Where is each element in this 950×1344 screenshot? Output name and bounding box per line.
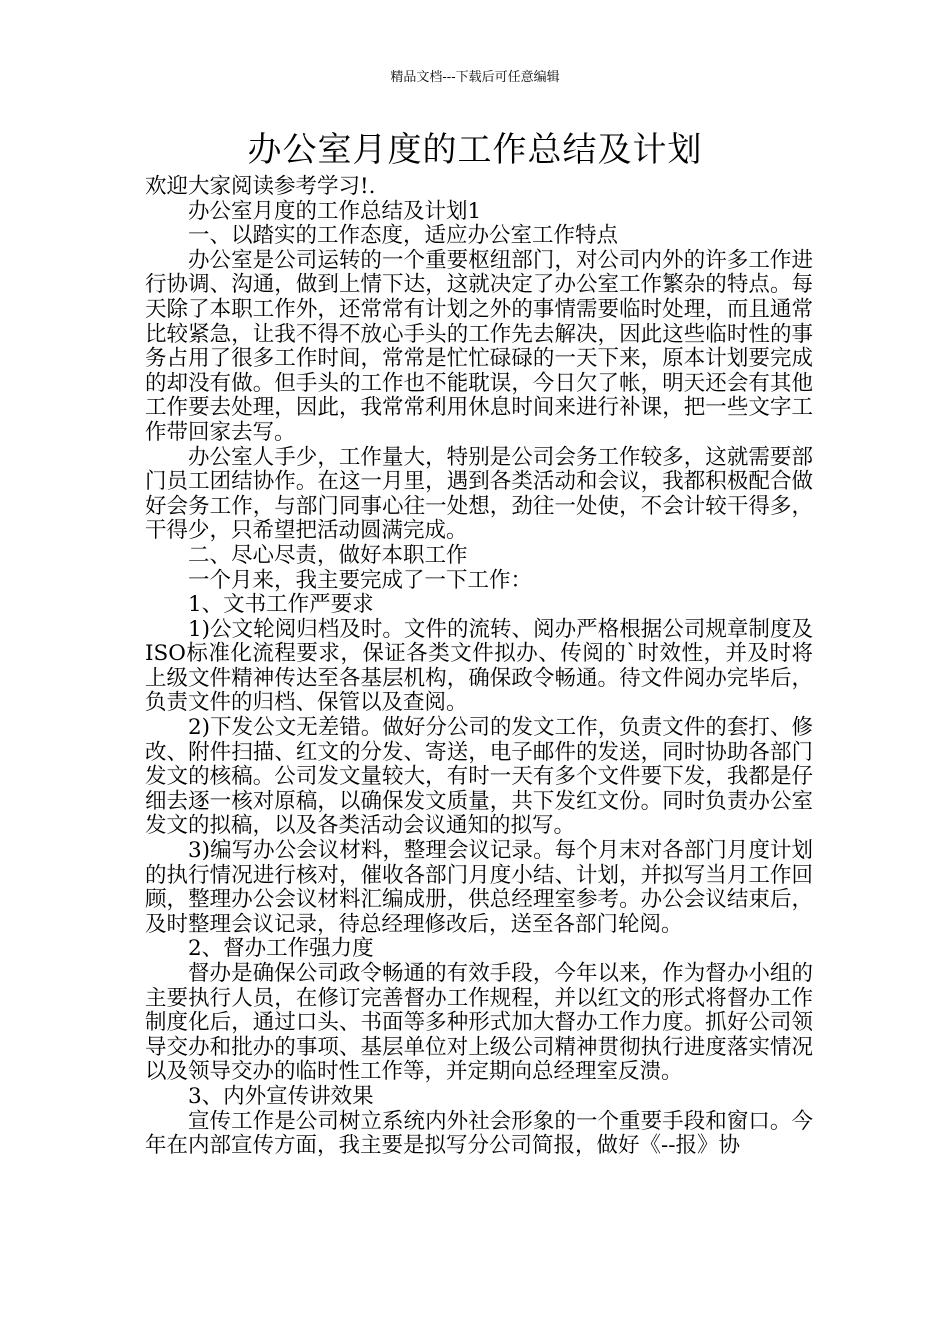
paragraph: 3)编写办公会议材料，整理会议记录。每个月末对各部门月度计划的执行情况进行核对，催收各部门月度小结、计划，并拟写当月工作回顾，整理办公会议材料汇编成册，供总经理室参考。办公会议结束后，及时整理会议记录，待总经理修改后，送至各部门轮阅。 bbox=[145, 838, 813, 937]
subsection-heading: 2、督办工作强力度 bbox=[188, 936, 374, 962]
paragraph: 1)公文轮阅归档及时。文件的流转、阅办严格根据公司规章制度及ISO标准化流程要求，保证各类文件拟办、传阅的`时效性，并及时将上级文件精神传达至各基层机构，确保政令畅通。待文件阅办完毕后，负责文件的归档、保管以及查阅。 bbox=[145, 616, 813, 716]
header-note: 精品文档---下载后可任意编辑 bbox=[390, 70, 560, 85]
subsection-heading: 1、文书工作严要求 bbox=[188, 592, 374, 618]
intro-line: 欢迎大家阅读参考学习!. bbox=[145, 174, 376, 199]
paragraph: 办公室人手少，工作量大，特别是公司会务工作较多，这就需要部门员工团结协作。在这一月里，遇到各类活动和会议，我都积极配合做好会务工作，与部门同事心往一处想，劲往一处使，不会计较干得多，干得少，只希望把活动圆满完成。 bbox=[145, 444, 813, 544]
paragraph: 一个月来，我主要完成了一下工作： bbox=[188, 567, 533, 593]
page-title: 办公室月度的工作总结及计划 bbox=[247, 130, 703, 170]
paragraph: 办公室是公司运转的一个重要枢纽部门，对公司内外的许多工作进行协调、沟通，做到上情下达，这就决定了办公室工作繁杂的特点。每天除了本职工作外，还常常有计划之外的事情需要临时处理，而且通常比较紧急，让我不得不放心手头的工作先去解决，因此这些临时性的事务占用了很多工作时间，常常是忙忙碌碌的一天下来，原本计划要完成的却没有做。但手头的工作也不能耽误，今日欠了帐，明天还会有其他工作要去处理，因此，我常常利用休息时间来进行补课，把一些文字工作带回家去写。 bbox=[145, 247, 813, 445]
document-body bbox=[145, 175, 813, 1159]
paragraph: 督办是确保公司政令畅通的有效手段，今年以来，作为督办小组的主要执行人员，在修订完善督办工作规程，并以红文的形式将督办工作制度化后，通过口头、书面等多种形式加大督办工作力度。抓好公司领导交办和批办的事项、基层单位对上级公司精神贯彻执行进度落实情况以及领导交办的临时性工作等，并定期向总经理室反溃。 bbox=[145, 961, 813, 1085]
paragraph: 2)下发公文无差错。做好分公司的发文工作，负责文件的套打、修改、附件扫描、红文的分发、寄送，电子邮件的发送，同时协助各部门发文的核稿。公司发文量较大，有时一天有多个文件要下发，我都是仔细去逐一核对原稿，以确保发文质量，共下发红文份。同时负责办公室发文的拟稿，以及各类活动会议通知的拟写。 bbox=[145, 715, 813, 839]
paragraph: 宣传工作是公司树立系统内外社会形象的一个重要手段和窗口。今年在内部宣传方面，我主要是拟写分公司简报，做好《--报》协 bbox=[145, 1108, 813, 1159]
subtitle-line: 办公室月度的工作总结及计划1 bbox=[188, 198, 482, 224]
section-heading-2: 二、尽心尽责，做好本职工作 bbox=[188, 542, 468, 568]
section-heading-1: 一、以踏实的工作态度，适应办公室工作特点 bbox=[188, 223, 619, 249]
subsection-heading: 3、内外宣传讲效果 bbox=[188, 1083, 374, 1109]
